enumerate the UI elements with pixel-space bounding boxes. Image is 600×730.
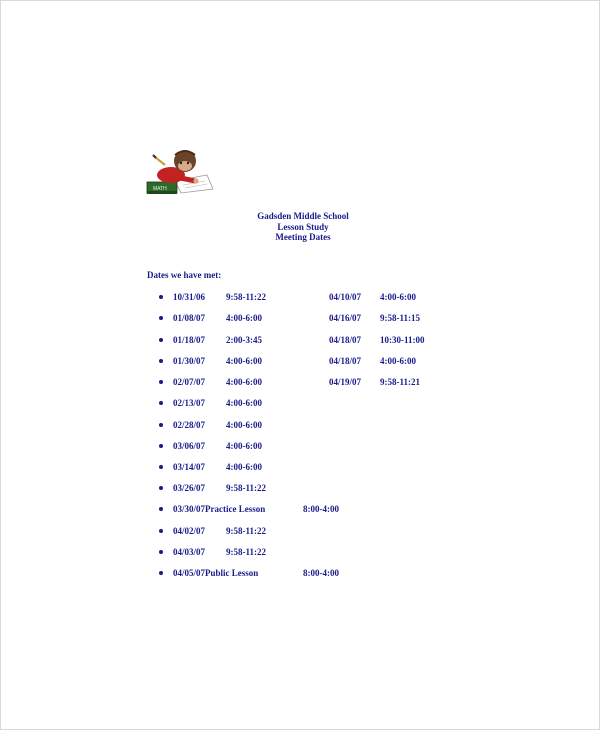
student-studying-math-icon — [145, 143, 217, 199]
book-label: MATH — [153, 186, 167, 192]
school-name: Gadsden Middle School — [257, 211, 349, 221]
meeting-time-secondary: 9:58-11:15 — [380, 313, 420, 323]
meeting-date-secondary: 04/19/07 — [329, 377, 362, 387]
meeting-date: 03/26/07 — [173, 483, 206, 493]
bullet-icon — [159, 401, 163, 405]
bullet-icon — [159, 338, 163, 342]
meeting-date-secondary: 04/18/07 — [329, 335, 362, 345]
meeting-label: 03/30/07Practice Lesson — [173, 504, 266, 514]
meeting-time: 8:00-4:00 — [303, 568, 339, 578]
bullet-icon — [159, 465, 163, 469]
meeting-date-secondary: 04/10/07 — [329, 292, 362, 302]
meeting-time: 4:00-6:00 — [226, 462, 262, 472]
bullet-icon — [159, 295, 163, 299]
meeting-date: 04/03/07 — [173, 547, 206, 557]
meeting-date: 01/18/07 — [173, 335, 206, 345]
meeting-time: 4:00-6:00 — [226, 441, 262, 451]
meeting-time: 4:00-6:00 — [226, 356, 262, 366]
bullet-icon — [159, 316, 163, 320]
meeting-date: 01/30/07 — [173, 356, 206, 366]
meeting-time: 9:58-11:22 — [226, 547, 266, 557]
document-header — [1, 211, 600, 243]
meeting-time: 4:00-6:00 — [226, 398, 262, 408]
bullet-icon — [159, 550, 163, 554]
bullet-icon — [159, 529, 163, 533]
document-title: Meeting Dates — [275, 232, 331, 242]
meeting-date: 04/02/07 — [173, 526, 206, 536]
meeting-time: 8:00-4:00 — [303, 504, 339, 514]
meeting-date-secondary: 04/18/07 — [329, 356, 362, 366]
meeting-time-secondary: 4:00-6:00 — [380, 292, 416, 302]
meeting-time: 4:00-6:00 — [226, 377, 262, 387]
meeting-time: 2:00-3:45 — [226, 335, 262, 345]
meeting-date: 02/07/07 — [173, 377, 206, 387]
bullet-icon — [159, 507, 163, 511]
meeting-date: 02/28/07 — [173, 420, 206, 430]
meeting-time: 4:00-6:00 — [226, 313, 262, 323]
meeting-time-secondary: 4:00-6:00 — [380, 356, 416, 366]
bullet-icon — [159, 380, 163, 384]
meeting-date: 10/31/06 — [173, 292, 206, 302]
meeting-time: 4:00-6:00 — [226, 420, 262, 430]
meeting-date: 03/06/07 — [173, 441, 206, 451]
meeting-date: 03/14/07 — [173, 462, 206, 472]
bullet-icon — [159, 486, 163, 490]
meeting-date: 01/08/07 — [173, 313, 206, 323]
meeting-date-secondary: 04/16/07 — [329, 313, 362, 323]
meeting-time-secondary: 10:30-11:00 — [380, 335, 425, 345]
document-subtitle: Lesson Study — [277, 221, 329, 232]
bullet-icon — [159, 571, 163, 575]
bullet-icon — [159, 423, 163, 427]
meeting-time-secondary: 9:58-11:21 — [380, 377, 420, 387]
meeting-date: 02/13/07 — [173, 398, 206, 408]
meeting-time: 9:58-11:22 — [226, 292, 266, 302]
meeting-label: 04/05/07Public Lesson — [173, 568, 259, 578]
bullet-icon — [159, 444, 163, 448]
bullet-icon — [159, 359, 163, 363]
meeting-time: 9:58-11:22 — [226, 483, 266, 493]
intro-text: Dates we have met: — [147, 270, 222, 280]
meeting-time: 9:58-11:22 — [226, 526, 266, 536]
